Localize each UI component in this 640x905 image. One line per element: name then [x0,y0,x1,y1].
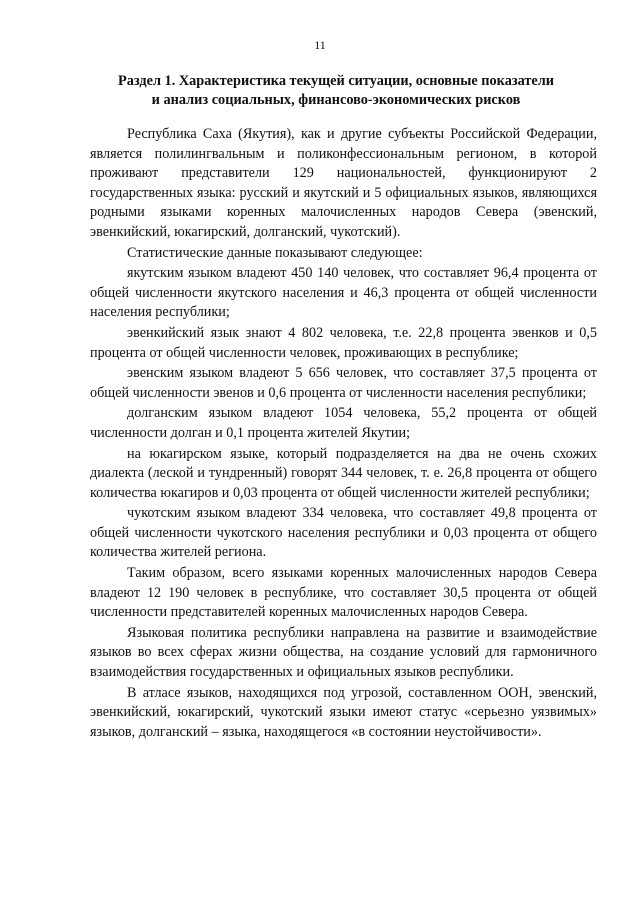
paragraph-chukchi: чукотским языком владеют 334 человека, что составляет 49,8 процента от общей численности чукотского населения республики и 0,03 процента от общего количества жителей региона. [90,505,597,561]
body-text [90,125,597,743]
section-title-line-2: и анализ социальных, финансово-экономических рисков [151,92,521,108]
paragraph-un-atlas: В атласе языков, находящихся под угрозой, составленном ООН, эвенский, эвенкийский, юкагирский, чукотский языки имеют статус «серьезно уязвимых» языков, долганский – языка, находящегося «в состоянии неустойчивости». [90,684,597,740]
paragraph-language-policy: Языковая политика республики направлена на развитие и взаимодействие языков во всех сферах жизни общества, на создание условий для гармоничного взаимодействия государственных и официальных языков республики. [90,624,597,681]
paragraph-summary: Таким образом, всего языками коренных малочисленных народов Севера владеют 12 190 человек в республике, что составляет 30,5 процента от общей численности представителей коренных малочисленных народов Севера. [90,565,597,621]
paragraph-even: эвенским языком владеют 5 656 человек, что составляет 37,5 процента от общей численности эвенов и 0,6 процента от численности населения республики; [90,365,597,401]
paragraph-dolgan: долганским языком владеют 1054 человека, 55,2 процента от общей численности долган и 0,1 процента жителей Якутии; [90,405,597,441]
paragraph-evenki: эвенкийский язык знают 4 802 человека, т.е. 22,8 процента эвенков и 0,5 процента от общей численности человек, проживающих в республике; [90,324,597,361]
section-title [95,72,577,110]
paragraph-yakut: якутским языком владеют 450 140 человек, что составляет 96,4 процента от общей численности якутского населения и 46,3 процента от общей численности населения республики; [90,265,597,321]
page-number: 11 [314,38,326,52]
paragraph-statistics-lead: Статистические данные показывают следующее: [127,244,423,261]
paragraph-yukagir: на юкагирском языке, который подразделяется на два не очень схожих диалекта (леской и тундренный) говорят 344 человек, т. е. 26,8 процента от общего количества юкагиров и 0,03 процента от общей численности жителей республики; [90,445,597,501]
section-title-line-1: Раздел 1. Характеристика текущей ситуации, основные показатели [118,73,554,89]
paragraph-intro: Республика Саха (Якутия), как и другие субъекты Российской Федерации, является полилингвальным и поликонфессиональным регионом, в которой проживают представители 129 национальностей, функционируют 2 государственных языка: русский и якутский и 5 официальных языков, являющихся родными языками коренных малочисленных народов Севера (эвенский, эвенкийский, юкагирский, долганский, чукотский). [90,126,597,240]
